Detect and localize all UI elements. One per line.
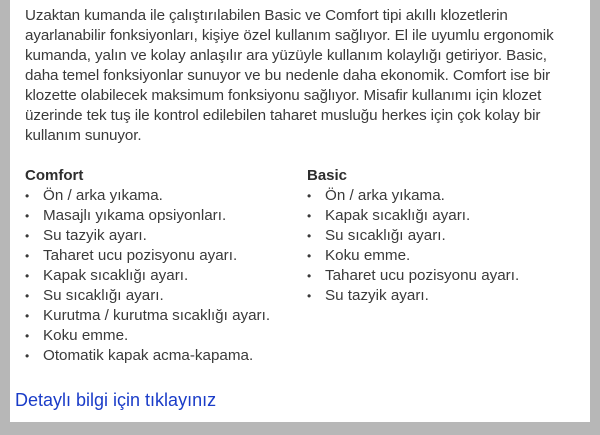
list-item — [25, 206, 305, 226]
list-item-label: Taharet ucu pozisyonu ayarı. — [325, 267, 520, 284]
list-item — [25, 306, 305, 326]
bullet-icon: • — [307, 289, 312, 303]
bullet-icon: • — [25, 349, 30, 363]
list-item-label: Kapak sıcaklığı ayarı. — [43, 267, 189, 284]
list-item-label: Otomatik kapak acma-kapama. — [43, 347, 254, 364]
list-item-label: Koku emme. — [43, 327, 129, 344]
list-item-label: Su tazyik ayarı. — [325, 287, 429, 304]
list-item — [25, 266, 305, 286]
list-item — [25, 346, 305, 366]
bullet-icon: • — [25, 309, 30, 323]
list-item-label: Kapak sıcaklığı ayarı. — [325, 207, 471, 224]
list-item-label: Su sıcaklığı ayarı. — [43, 287, 164, 304]
details-link[interactable]: Detaylı bilgi için tıklayınız — [15, 390, 217, 410]
intro-paragraph: Uzaktan kumanda ile çalıştırılabilen Basic ve Comfort tipi akıllı klozetlerin ayarlanabilir fonksiyonları, kişiye özel kullanım sağlıyor. El ile uyumlu ergonomik kumanda, yalın ve kolay anlaşılır ara yüzüyle kullanım kolaylığı getiriyor. Basic, daha temel fonksiyonlar sunuyor ve bu nedenle daha ekonomik. Comfort ise bir klozette olabilecek maksimum fonksiyonu sağlıyor. Misafir kullanımı için klozet üzerinde tek tuş ile kontrol edilebilen taharet musluğu herkes için çok kolay bir kullanım sunuyor. — [25, 7, 554, 144]
bullet-icon: • — [25, 229, 30, 243]
list-item — [25, 246, 305, 266]
comfort-column — [25, 166, 305, 366]
bullet-icon: • — [307, 249, 312, 263]
bullet-icon: • — [307, 209, 312, 223]
list-item-label: Su sıcaklığı ayarı. — [325, 227, 446, 244]
bullet-icon: • — [307, 189, 312, 203]
bullet-icon: • — [25, 289, 30, 303]
feature-columns — [25, 166, 576, 366]
list-item — [307, 186, 587, 206]
list-item-label: Ön / arka yıkama. — [43, 187, 163, 204]
list-item — [25, 226, 305, 246]
bullet-icon: • — [25, 249, 30, 263]
bullet-icon: • — [25, 329, 30, 343]
bullet-icon: • — [307, 269, 312, 283]
list-item — [307, 226, 587, 246]
list-item — [307, 286, 587, 306]
list-item — [25, 186, 305, 206]
list-item — [307, 266, 587, 286]
bullet-icon: • — [25, 209, 30, 223]
bullet-icon: • — [25, 269, 30, 283]
list-item-label: Taharet ucu pozisyonu ayarı. — [43, 247, 238, 264]
comfort-title: Comfort — [25, 167, 84, 184]
list-item-label: Koku emme. — [325, 247, 411, 264]
basic-title: Basic — [307, 167, 348, 184]
bullet-icon: • — [25, 189, 30, 203]
list-item — [25, 326, 305, 346]
comfort-feature-list — [25, 186, 305, 366]
basic-column — [307, 166, 587, 306]
list-item-label: Masajlı yıkama opsiyonları. — [43, 207, 227, 224]
bullet-icon: • — [307, 229, 312, 243]
list-item-label: Ön / arka yıkama. — [325, 187, 445, 204]
product-info-panel — [10, 0, 590, 422]
list-item-label: Su tazyik ayarı. — [43, 227, 147, 244]
list-item — [307, 246, 587, 266]
list-item — [25, 286, 305, 306]
list-item-label: Kurutma / kurutma sıcaklığı ayarı. — [43, 307, 271, 324]
list-item — [307, 206, 587, 226]
basic-feature-list — [307, 186, 587, 306]
